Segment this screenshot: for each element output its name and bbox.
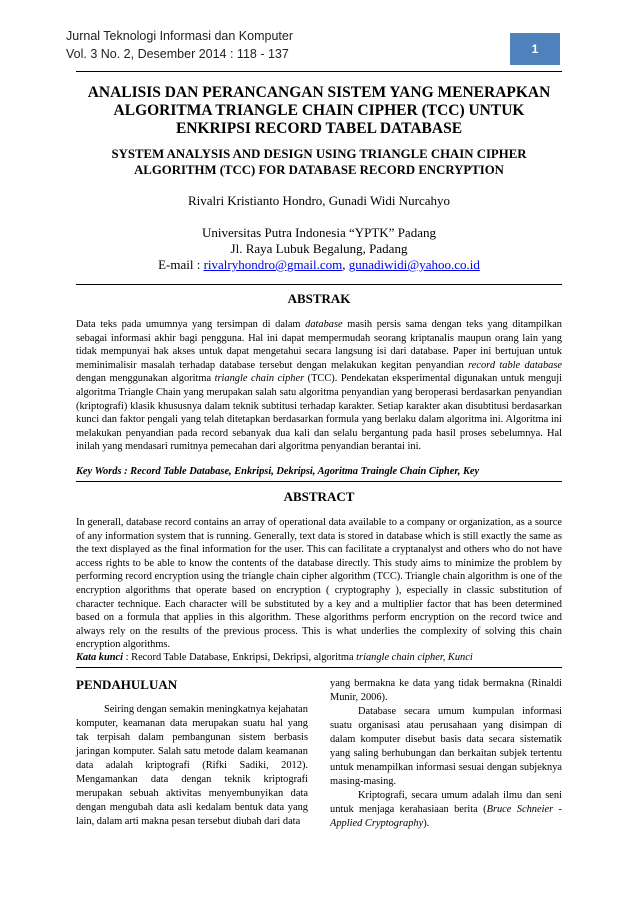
affiliation <box>76 225 562 273</box>
right-p3-end: ). <box>423 818 430 829</box>
paper-subtitle <box>76 146 562 178</box>
pendahuluan-heading: PENDAHULUAN <box>76 677 178 692</box>
right-paragraph-1: yang bermakna ke data yang tidak bermakna (Rinaldi Munir, 2006). <box>330 678 562 703</box>
email-link-2[interactable]: gunadiwidi@yahoo.co.id <box>348 257 480 272</box>
abstrak-text-2: masih persis sama dengan teks yang ditampilkan sebagai informasi akhir bagi pengguna. Hal ini dapat mempermudah seorang kriptanalis maupun orang lain yang tidak mempunyai hak akses untuk dapat mengetahui secara langsung isi dari database. Paper ini bertujuan untuk meminimalisir masalah terhadap database tersebut dengan melakukan kegitan penyandian <box>76 319 563 371</box>
journal-name: Jurnal Teknologi Informasi dan Komputer <box>66 29 293 43</box>
kata-kunci-divider <box>76 667 562 668</box>
abstrak-text-1: Data teks pada umumnya yang tersimpan di dalam <box>76 319 306 330</box>
abstrak-text-4: (TCC). Pendekatan eksperimental digunakan untuk menguji algoritma Triangle Chain yang merupakan salah satu algoritma penyandian yang beroperasi berdasarkan penyandian (kriptografi) klasik khususnya dalam teknik subtitusi terhadap karakter. Setiap karakter akan disubtitusi berdasarkan kunci dan faktor pengali yang telah ditetapkan berdasarkan formula yang berlaku dalam algoritma ini. Algoritma ini melakukan penyandian pada record sebanyak dua kali dan selalu bergantung pada hasil proses sebelumnya. Hal inilah yang mendasari rumitnya pemecahan dari algoritma penyandian berantai ini. <box>76 373 562 453</box>
title-line-2: ALGORITMA TRIANGLE CHAIN CIPHER (TCC) UNTUK <box>113 102 525 119</box>
abstract-body: In generall, database record contains an array of operational data available to a company or organization, as a source of any information system that is running. Generally, text data is stored in database which is still exactly the same as the text displayed as the final information for the user. This can facilitate a cryptanalyst and others who do not have access rights to be able to know the contents of the database directly. This study aims to minimize the problem by performing record encryption using the triangle chain cipher algorithm (TCC). Triangle chain algorithm is one of the encryption algorithms that operate based on encryption ( cryptography ), especially in classic substitution of character technique. Each character will be substituted by a key and a multiplier factor that has been determined based on a formula that applies in this algorithm. These algorithms perform encryption on the record twice and always rely on the results of the previous process. This is what underlies the complexity of solving this chain encryption algorithms. <box>76 517 562 651</box>
abstrak-body <box>76 318 562 454</box>
abstrak-em-3: triangle chain cipher <box>214 373 305 385</box>
right-paragraph-2: Database secara umum kumpulan informasi suatu organisasi atau perusahaan yang disimpan di dalam komputer disebut basis data secara sistematik yang saling berhubungan dan berkaitan subjek tertentu untuk menampilkan informasi sesuai dengan subjeknya masing-masing. <box>330 706 562 787</box>
paper-title <box>76 84 562 138</box>
email-prefix: E-mail : <box>158 257 204 272</box>
email-link-1[interactable]: rivalryhondro@gmail.com <box>203 257 343 272</box>
address: Jl. Raya Lubuk Begalung, Padang <box>230 241 408 256</box>
running-header <box>66 27 293 63</box>
email-line <box>76 257 562 273</box>
subtitle-line-2: ALGORITHM (TCC) FOR DATABASE RECORD ENCRYPTION <box>134 163 504 177</box>
email-separator: , <box>342 257 349 272</box>
title-line-3: ENKRIPSI RECORD TABEL DATABASE <box>175 120 463 137</box>
journal-volume: Vol. 3 No. 2, Desember 2014 : 118 - 137 <box>66 47 289 61</box>
abstract-heading: ABSTRACT <box>283 489 355 504</box>
keywords-divider <box>76 481 562 482</box>
key-words: Key Words : Record Table Database, Enkripsi, Dekripsi, Agoritma Traingle Chain Cipher, Key <box>76 466 480 477</box>
right-p3-text: Kriptografi, secara umum adalah ilmu dan seni untuk menjaga kerahasiaan berita ( <box>330 790 562 815</box>
right-column <box>330 677 562 831</box>
title-line-1: ANALISIS DAN PERANCANGAN SISTEM YANG MENERAPKAN <box>87 84 551 101</box>
section-divider <box>76 284 562 285</box>
abstrak-em-2: record table database <box>468 359 562 371</box>
subtitle-line-1: SYSTEM ANALYSIS AND DESIGN USING TRIANGLE CHAIN CIPHER <box>111 147 527 161</box>
kata-kunci-label: Kata kunci <box>76 652 124 663</box>
abstrak-em-1: database <box>305 319 343 330</box>
page-number-badge: 1 <box>510 33 560 65</box>
abstrak-heading: ABSTRAK <box>287 291 351 306</box>
authors: Rivalri Kristianto Hondro, Gunadi Widi Nurcahyo <box>187 193 451 208</box>
kata-kunci-em: triangle chain cipher, Kunci <box>356 652 473 663</box>
right-paragraph-3 <box>330 789 562 831</box>
kata-kunci <box>76 651 562 664</box>
abstrak-text-3: dengan menggunakan algoritma <box>76 373 215 385</box>
pendahuluan-paragraph-1: Seiring dengan semakin meningkatnya kejahatan komputer, keamanan data merupakan suatu hal yang tak terpisah dalam pembangunan sistem berbasis jaringan komputer. Salah satu metode dalam keamanan data adalah kriptografi (Rifki Sadiki, 2012). Mengamankan data dengan teknik kriptografi merupakan sebuah aktivitas menyembunyikan data dengan mengubah data asli kedalam bentuk data yang lain, dalam arti makna pesan tersebut diubah dari data <box>76 704 308 827</box>
header-divider <box>76 71 562 72</box>
institution: Universitas Putra Indonesia “YPTK” Padang <box>202 225 436 240</box>
right-p3-em: Bruce Schneier - Applied Cryptography <box>330 804 562 829</box>
kata-kunci-text: : Record Table Database, Enkripsi, Dekripsi, algoritma <box>123 652 357 663</box>
left-column <box>76 677 308 829</box>
